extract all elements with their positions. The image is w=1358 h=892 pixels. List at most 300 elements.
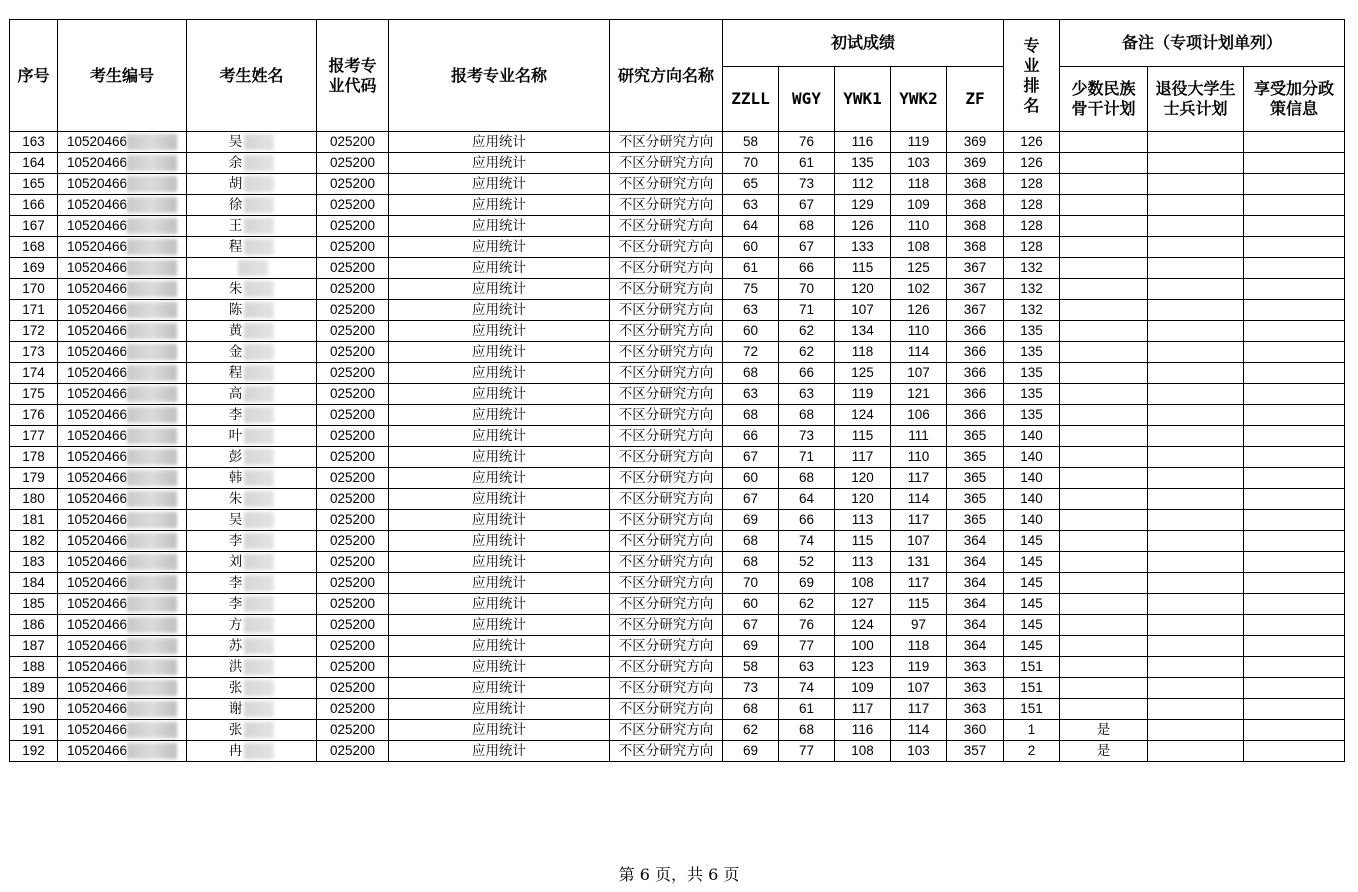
cell-score-zf: 367 [947, 279, 1004, 300]
cell-candidate-id [58, 300, 187, 321]
cell-seq: 164 [10, 153, 58, 174]
cell-score-ywk1: 118 [835, 342, 891, 363]
candidate-id-text: 10520466 [66, 470, 128, 485]
cell-score-zf: 364 [947, 552, 1004, 573]
cell-bonus-policy [1244, 216, 1345, 237]
cell-score-wgy: 62 [779, 342, 835, 363]
candidate-id-text: 10520466 [66, 596, 128, 611]
page-footer: 第 6 页，共 6 页 [618, 865, 740, 884]
cell-major-name: 应用统计 [389, 426, 610, 447]
cell-candidate-id [58, 741, 187, 762]
redaction-blur [244, 386, 274, 402]
candidate-id-text: 10520466 [66, 554, 128, 569]
cell-score-ywk2: 107 [891, 363, 947, 384]
candidate-name-text: 吴 [228, 134, 243, 149]
cell-score-wgy: 66 [779, 258, 835, 279]
cell-direction: 不区分研究方向 [610, 657, 723, 678]
cell-bonus-policy [1244, 258, 1345, 279]
cell-veteran-plan [1148, 699, 1244, 720]
cell-minority-plan [1060, 132, 1148, 153]
cell-rank: 140 [1004, 426, 1060, 447]
cell-minority-plan [1060, 636, 1148, 657]
cell-score-zzll: 60 [723, 237, 779, 258]
redaction-blur [127, 197, 177, 213]
cell-score-ywk1: 109 [835, 678, 891, 699]
cell-score-zf: 363 [947, 678, 1004, 699]
cell-veteran-plan [1148, 594, 1244, 615]
cell-direction: 不区分研究方向 [610, 510, 723, 531]
cell-major-code: 025200 [317, 321, 389, 342]
cell-major-code: 025200 [317, 300, 389, 321]
cell-major-name: 应用统计 [389, 489, 610, 510]
redaction-blur [244, 491, 274, 507]
cell-bonus-policy [1244, 552, 1345, 573]
cell-bonus-policy [1244, 363, 1345, 384]
cell-major-code: 025200 [317, 741, 389, 762]
cell-score-ywk2: 107 [891, 678, 947, 699]
cell-score-ywk1: 120 [835, 279, 891, 300]
header-veteran-plan: 退役大学生士兵计划 [1148, 67, 1244, 132]
candidate-name-text: 金 [228, 344, 243, 359]
cell-candidate-id [58, 699, 187, 720]
cell-rank: 145 [1004, 615, 1060, 636]
cell-seq: 166 [10, 195, 58, 216]
cell-candidate-name [187, 531, 317, 552]
cell-score-zzll: 63 [723, 384, 779, 405]
cell-major-name: 应用统计 [389, 636, 610, 657]
redaction-blur [244, 701, 274, 717]
cell-score-ywk2: 118 [891, 636, 947, 657]
header-seq: 序号 [10, 20, 58, 132]
cell-major-code: 025200 [317, 636, 389, 657]
cell-major-code: 025200 [317, 216, 389, 237]
cell-candidate-name [187, 468, 317, 489]
cell-rank: 2 [1004, 741, 1060, 762]
table-row [10, 741, 1345, 762]
cell-candidate-id [58, 237, 187, 258]
candidate-name-text: 苏 [228, 638, 243, 653]
redaction-blur [127, 260, 177, 276]
table-row [10, 405, 1345, 426]
cell-bonus-policy [1244, 468, 1345, 489]
cell-major-name: 应用统计 [389, 363, 610, 384]
cell-candidate-name [187, 510, 317, 531]
cell-score-wgy: 64 [779, 489, 835, 510]
candidate-id-text: 10520466 [66, 302, 128, 317]
cell-score-wgy: 76 [779, 615, 835, 636]
cell-rank: 128 [1004, 195, 1060, 216]
cell-score-ywk2: 117 [891, 699, 947, 720]
cell-major-code: 025200 [317, 426, 389, 447]
cell-candidate-name [187, 489, 317, 510]
cell-veteran-plan [1148, 363, 1244, 384]
candidate-id-text: 10520466 [66, 512, 128, 527]
cell-bonus-policy [1244, 489, 1345, 510]
cell-major-name: 应用统计 [389, 720, 610, 741]
cell-major-name: 应用统计 [389, 279, 610, 300]
cell-score-ywk1: 126 [835, 216, 891, 237]
cell-major-code: 025200 [317, 699, 389, 720]
cell-score-zf: 365 [947, 447, 1004, 468]
cell-score-zf: 365 [947, 489, 1004, 510]
table-row [10, 489, 1345, 510]
candidate-id-text: 10520466 [66, 197, 128, 212]
cell-bonus-policy [1244, 531, 1345, 552]
cell-major-name: 应用统计 [389, 195, 610, 216]
redaction-blur [127, 323, 177, 339]
cell-candidate-name [187, 384, 317, 405]
cell-major-name: 应用统计 [389, 384, 610, 405]
cell-direction: 不区分研究方向 [610, 153, 723, 174]
cell-seq: 191 [10, 720, 58, 741]
table-row [10, 594, 1345, 615]
candidate-id-text: 10520466 [66, 155, 128, 170]
redaction-blur [127, 575, 177, 591]
cell-score-zzll: 58 [723, 132, 779, 153]
cell-minority-plan [1060, 657, 1148, 678]
cell-bonus-policy [1244, 720, 1345, 741]
header-score-ywk1: YWK1 [835, 67, 891, 132]
cell-direction: 不区分研究方向 [610, 195, 723, 216]
cell-score-zf: 368 [947, 174, 1004, 195]
cell-minority-plan [1060, 174, 1148, 195]
cell-candidate-id [58, 447, 187, 468]
cell-candidate-name [187, 195, 317, 216]
candidate-name-text: 冉 [228, 743, 243, 758]
redaction-blur [244, 743, 274, 759]
candidate-id-text: 10520466 [66, 659, 128, 674]
cell-score-zf: 366 [947, 342, 1004, 363]
redaction-blur [244, 617, 274, 633]
redaction-blur [127, 512, 177, 528]
cell-rank: 140 [1004, 468, 1060, 489]
redaction-blur [127, 617, 177, 633]
candidate-id-text: 10520466 [66, 575, 128, 590]
redaction-blur [127, 302, 177, 318]
cell-rank: 140 [1004, 510, 1060, 531]
cell-direction: 不区分研究方向 [610, 384, 723, 405]
candidate-name-text: 程 [228, 365, 243, 380]
redaction-blur [127, 344, 177, 360]
cell-seq: 184 [10, 573, 58, 594]
candidate-id-text: 10520466 [66, 407, 128, 422]
redaction-blur [244, 239, 274, 255]
cell-major-name: 应用统计 [389, 615, 610, 636]
cell-direction: 不区分研究方向 [610, 426, 723, 447]
cell-score-zzll: 75 [723, 279, 779, 300]
cell-seq: 170 [10, 279, 58, 300]
cell-candidate-id [58, 342, 187, 363]
cell-major-name: 应用统计 [389, 216, 610, 237]
header-rank: 专业排名 [1004, 20, 1060, 132]
cell-seq: 178 [10, 447, 58, 468]
cell-bonus-policy [1244, 321, 1345, 342]
cell-score-zf: 366 [947, 321, 1004, 342]
cell-bonus-policy [1244, 153, 1345, 174]
cell-score-ywk1: 117 [835, 447, 891, 468]
cell-candidate-id [58, 678, 187, 699]
candidate-id-text: 10520466 [66, 533, 128, 548]
cell-minority-plan [1060, 447, 1148, 468]
cell-candidate-name [187, 300, 317, 321]
cell-score-wgy: 73 [779, 426, 835, 447]
cell-seq: 163 [10, 132, 58, 153]
cell-candidate-id [58, 657, 187, 678]
cell-candidate-name [187, 279, 317, 300]
candidate-name-text: 韩 [228, 470, 243, 485]
cell-major-name: 应用统计 [389, 699, 610, 720]
cell-score-ywk1: 123 [835, 657, 891, 678]
cell-score-zzll: 60 [723, 321, 779, 342]
cell-veteran-plan [1148, 657, 1244, 678]
candidate-name-text: 黄 [228, 323, 243, 338]
table-row [10, 300, 1345, 321]
cell-seq: 171 [10, 300, 58, 321]
cell-score-ywk1: 133 [835, 237, 891, 258]
table-row [10, 720, 1345, 741]
candidate-id-text: 10520466 [66, 638, 128, 653]
candidate-name-text: 张 [228, 680, 243, 695]
cell-major-code: 025200 [317, 342, 389, 363]
cell-candidate-name [187, 405, 317, 426]
cell-candidate-name [187, 321, 317, 342]
cell-veteran-plan [1148, 258, 1244, 279]
redaction-blur [244, 722, 274, 738]
cell-score-wgy: 61 [779, 699, 835, 720]
cell-major-code: 025200 [317, 489, 389, 510]
cell-score-wgy: 76 [779, 132, 835, 153]
cell-score-zf: 368 [947, 237, 1004, 258]
table-row [10, 426, 1345, 447]
cell-rank: 151 [1004, 657, 1060, 678]
candidate-name-text: 彭 [228, 449, 243, 464]
cell-minority-plan [1060, 363, 1148, 384]
cell-candidate-name [187, 342, 317, 363]
cell-score-ywk1: 116 [835, 720, 891, 741]
cell-score-zf: 366 [947, 384, 1004, 405]
header-score-ywk2: YWK2 [891, 67, 947, 132]
redaction-blur [244, 638, 274, 654]
cell-score-ywk1: 120 [835, 489, 891, 510]
cell-score-zzll: 68 [723, 699, 779, 720]
cell-rank: 135 [1004, 405, 1060, 426]
cell-score-ywk2: 103 [891, 153, 947, 174]
table-row [10, 657, 1345, 678]
redaction-blur [244, 659, 274, 675]
cell-minority-plan [1060, 426, 1148, 447]
cell-score-zzll: 67 [723, 489, 779, 510]
cell-major-name: 应用统计 [389, 531, 610, 552]
cell-veteran-plan [1148, 720, 1244, 741]
cell-candidate-name [187, 174, 317, 195]
cell-bonus-policy [1244, 699, 1345, 720]
cell-major-name: 应用统计 [389, 657, 610, 678]
cell-minority-plan [1060, 510, 1148, 531]
cell-score-zf: 366 [947, 405, 1004, 426]
cell-candidate-id [58, 468, 187, 489]
cell-major-name: 应用统计 [389, 321, 610, 342]
redaction-blur [127, 743, 177, 759]
cell-rank: 135 [1004, 363, 1060, 384]
redaction-blur [244, 302, 274, 318]
cell-rank: 132 [1004, 300, 1060, 321]
redaction-blur [244, 176, 274, 192]
cell-minority-plan [1060, 405, 1148, 426]
cell-rank: 140 [1004, 447, 1060, 468]
cell-score-ywk2: 119 [891, 657, 947, 678]
cell-candidate-name [187, 216, 317, 237]
redaction-blur [127, 407, 177, 423]
redaction-blur [127, 281, 177, 297]
cell-major-code: 025200 [317, 678, 389, 699]
cell-score-zf: 365 [947, 426, 1004, 447]
cell-direction: 不区分研究方向 [610, 216, 723, 237]
cell-veteran-plan [1148, 447, 1244, 468]
header-candidate-name: 考生姓名 [187, 20, 317, 132]
score-table [9, 19, 1345, 762]
cell-bonus-policy [1244, 195, 1345, 216]
cell-major-code: 025200 [317, 573, 389, 594]
candidate-name-text: 叶 [228, 428, 243, 443]
cell-minority-plan [1060, 615, 1148, 636]
cell-score-ywk2: 106 [891, 405, 947, 426]
cell-major-name: 应用统计 [389, 594, 610, 615]
cell-candidate-id [58, 132, 187, 153]
cell-score-zzll: 67 [723, 447, 779, 468]
cell-direction: 不区分研究方向 [610, 615, 723, 636]
candidate-name-text: 洪 [228, 659, 243, 674]
cell-score-zf: 369 [947, 153, 1004, 174]
redaction-blur [127, 155, 177, 171]
cell-bonus-policy [1244, 657, 1345, 678]
table-row [10, 699, 1345, 720]
cell-major-code: 025200 [317, 615, 389, 636]
header-bonus-policy: 享受加分政策信息 [1244, 67, 1345, 132]
cell-score-zzll: 63 [723, 195, 779, 216]
cell-score-ywk2: 117 [891, 468, 947, 489]
cell-seq: 185 [10, 594, 58, 615]
cell-score-ywk1: 120 [835, 468, 891, 489]
cell-score-ywk2: 118 [891, 174, 947, 195]
cell-direction: 不区分研究方向 [610, 552, 723, 573]
cell-bonus-policy [1244, 573, 1345, 594]
cell-score-ywk1: 100 [835, 636, 891, 657]
cell-rank: 126 [1004, 153, 1060, 174]
cell-major-name: 应用统计 [389, 153, 610, 174]
redaction-blur [244, 596, 274, 612]
cell-candidate-id [58, 426, 187, 447]
cell-veteran-plan [1148, 573, 1244, 594]
cell-seq: 192 [10, 741, 58, 762]
cell-minority-plan [1060, 258, 1148, 279]
cell-bonus-policy [1244, 594, 1345, 615]
cell-direction: 不区分研究方向 [610, 573, 723, 594]
cell-score-wgy: 68 [779, 720, 835, 741]
cell-veteran-plan [1148, 342, 1244, 363]
cell-major-name: 应用统计 [389, 132, 610, 153]
cell-score-wgy: 66 [779, 363, 835, 384]
cell-minority-plan [1060, 468, 1148, 489]
cell-bonus-policy [1244, 300, 1345, 321]
cell-score-ywk2: 97 [891, 615, 947, 636]
cell-bonus-policy [1244, 384, 1345, 405]
cell-score-zzll: 58 [723, 657, 779, 678]
redaction-blur [244, 554, 274, 570]
cell-score-ywk1: 116 [835, 132, 891, 153]
candidate-id-text: 10520466 [66, 743, 128, 758]
cell-seq: 169 [10, 258, 58, 279]
cell-minority-plan [1060, 216, 1148, 237]
candidate-name-text: 刘 [228, 554, 243, 569]
candidate-name-text: 谢 [228, 701, 243, 716]
redaction-blur [244, 428, 274, 444]
cell-major-name: 应用统计 [389, 741, 610, 762]
table-row [10, 174, 1345, 195]
header-prelim-score: 初试成绩 [723, 20, 1004, 67]
cell-score-zzll: 68 [723, 552, 779, 573]
candidate-id-text: 10520466 [66, 722, 128, 737]
cell-score-wgy: 63 [779, 384, 835, 405]
cell-seq: 174 [10, 363, 58, 384]
cell-major-code: 025200 [317, 594, 389, 615]
cell-score-zzll: 68 [723, 405, 779, 426]
cell-score-wgy: 77 [779, 741, 835, 762]
cell-veteran-plan [1148, 510, 1244, 531]
cell-minority-plan [1060, 531, 1148, 552]
cell-minority-plan [1060, 237, 1148, 258]
cell-major-code: 025200 [317, 132, 389, 153]
candidate-name-text: 余 [228, 155, 243, 170]
cell-minority-plan [1060, 678, 1148, 699]
table-row [10, 132, 1345, 153]
cell-minority-plan [1060, 321, 1148, 342]
cell-candidate-name [187, 636, 317, 657]
cell-veteran-plan [1148, 321, 1244, 342]
candidate-id-text: 10520466 [66, 386, 128, 401]
redaction-blur [244, 407, 274, 423]
cell-minority-plan [1060, 573, 1148, 594]
table-row [10, 573, 1345, 594]
cell-major-code: 025200 [317, 510, 389, 531]
cell-direction: 不区分研究方向 [610, 237, 723, 258]
cell-major-name: 应用统计 [389, 510, 610, 531]
candidate-id-text: 10520466 [66, 680, 128, 695]
redaction-blur [244, 281, 274, 297]
header-major-code: 报考专业代码 [317, 20, 389, 132]
cell-direction: 不区分研究方向 [610, 321, 723, 342]
cell-seq: 173 [10, 342, 58, 363]
cell-major-code: 025200 [317, 720, 389, 741]
cell-score-wgy: 52 [779, 552, 835, 573]
cell-veteran-plan [1148, 195, 1244, 216]
cell-minority-plan [1060, 342, 1148, 363]
cell-candidate-id [58, 405, 187, 426]
cell-major-code: 025200 [317, 447, 389, 468]
cell-veteran-plan [1148, 468, 1244, 489]
cell-bonus-policy [1244, 342, 1345, 363]
redaction-blur [244, 533, 274, 549]
cell-score-ywk2: 119 [891, 132, 947, 153]
cell-veteran-plan [1148, 531, 1244, 552]
cell-score-zf: 364 [947, 594, 1004, 615]
cell-score-ywk1: 125 [835, 363, 891, 384]
table-row [10, 510, 1345, 531]
redaction-blur [244, 512, 274, 528]
header-remarks: 备注（专项计划单列） [1060, 20, 1345, 67]
table-row [10, 321, 1345, 342]
candidate-id-text: 10520466 [66, 449, 128, 464]
cell-score-zzll: 68 [723, 531, 779, 552]
